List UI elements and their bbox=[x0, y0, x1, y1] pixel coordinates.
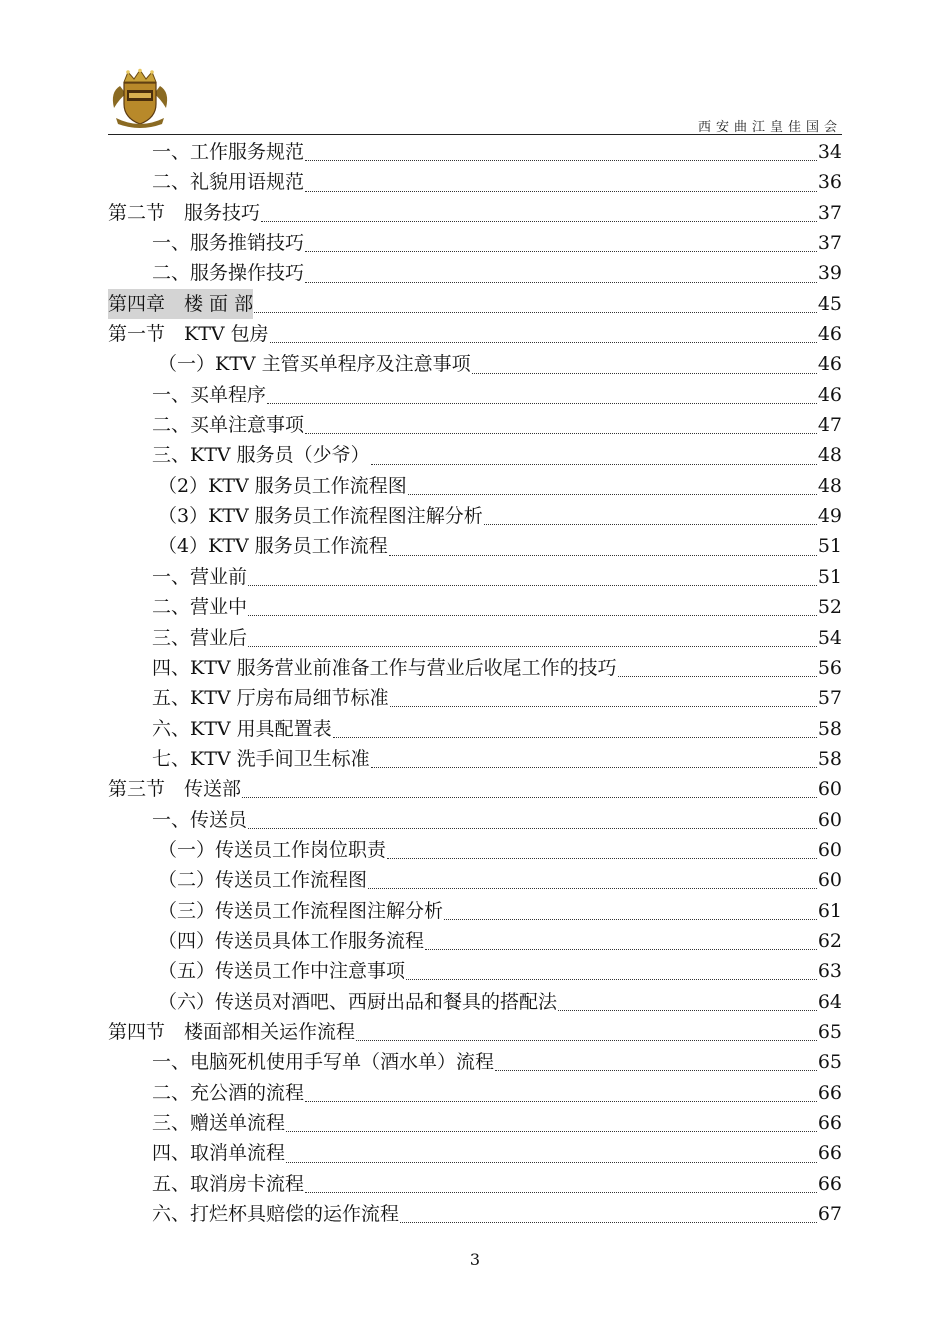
toc-entry-page: 58 bbox=[817, 747, 842, 770]
toc-entry-page: 47 bbox=[817, 414, 842, 437]
toc-entry[interactable] bbox=[108, 349, 842, 379]
toc-entry-page: 46 bbox=[817, 353, 842, 376]
toc-entry[interactable] bbox=[108, 865, 842, 895]
toc-dot-leader bbox=[371, 463, 817, 465]
toc-entry[interactable] bbox=[108, 380, 842, 410]
toc-entry-label: 六、打烂杯具赔偿的运作流程 bbox=[152, 1203, 400, 1226]
toc-entry-label: 四、取消单流程 bbox=[152, 1142, 286, 1165]
toc-entry-page: 48 bbox=[817, 444, 842, 467]
toc-entry-page: 60 bbox=[817, 869, 842, 892]
toc-entry-label: 二、礼貌用语规范 bbox=[152, 171, 305, 194]
toc-dot-leader bbox=[248, 614, 817, 616]
toc-entry-page: 66 bbox=[817, 1112, 842, 1134]
toc-entry-label: （五）传送员工作中注意事项 bbox=[158, 960, 406, 983]
toc-entry-label: 一、营业前 bbox=[152, 565, 248, 588]
toc-entry[interactable] bbox=[108, 471, 842, 501]
toc-entry-label: （二）传送员工作流程图 bbox=[158, 869, 368, 892]
toc-dot-leader bbox=[305, 250, 817, 252]
toc-entry-page: 63 bbox=[817, 960, 842, 983]
toc-dot-leader bbox=[484, 523, 817, 525]
toc-entry[interactable] bbox=[108, 714, 842, 744]
toc-dot-leader bbox=[305, 432, 817, 434]
toc-dot-leader bbox=[305, 281, 817, 283]
header-divider bbox=[108, 134, 842, 135]
crest-logo-icon bbox=[110, 68, 170, 130]
toc-dot-leader bbox=[356, 1039, 817, 1041]
toc-entry-label: 一、工作服务规范 bbox=[152, 141, 305, 163]
toc-entry[interactable] bbox=[108, 137, 842, 167]
toc-entry-page: 65 bbox=[817, 1020, 842, 1043]
toc-dot-leader bbox=[444, 918, 817, 920]
toc-entry-page: 39 bbox=[817, 262, 842, 285]
toc-entry[interactable] bbox=[108, 1138, 842, 1168]
toc-dot-leader bbox=[242, 796, 817, 798]
toc-entry[interactable] bbox=[108, 501, 842, 531]
toc-dot-leader bbox=[472, 372, 817, 374]
toc-dot-leader bbox=[286, 1130, 817, 1132]
toc-entry-label: 三、KTV 服务员（少爷） bbox=[152, 444, 370, 467]
toc-entry-page: 66 bbox=[817, 1172, 842, 1195]
toc-entry-label: 四、KTV 服务营业前准备工作与营业后收尾工作的技巧 bbox=[152, 656, 617, 679]
toc-entry-page: 45 bbox=[817, 292, 842, 315]
toc-entry[interactable] bbox=[108, 440, 842, 470]
toc-dot-leader bbox=[305, 1100, 817, 1102]
toc-dot-leader bbox=[305, 159, 817, 161]
toc-entry-page: 56 bbox=[817, 656, 842, 679]
toc-entry-label: （一）传送员工作岗位职责 bbox=[158, 838, 387, 861]
toc-entry[interactable] bbox=[108, 1047, 842, 1077]
toc-dot-leader bbox=[286, 1161, 817, 1163]
toc-dot-leader bbox=[254, 311, 817, 313]
toc-entry-label: 第四节 楼面部相关运作流程 bbox=[108, 1020, 356, 1043]
toc-entry[interactable] bbox=[108, 592, 842, 622]
toc-dot-leader bbox=[425, 948, 817, 950]
toc-entry-label: 第一节 KTV 包房 bbox=[108, 323, 269, 346]
toc-entry[interactable] bbox=[108, 167, 842, 197]
toc-entry-label: 一、服务推销技巧 bbox=[152, 232, 305, 255]
toc-entry-page: 51 bbox=[817, 535, 842, 558]
toc-entry-label: 三、营业后 bbox=[152, 626, 248, 649]
toc-dot-leader bbox=[267, 402, 817, 404]
toc-entry[interactable] bbox=[108, 1017, 842, 1047]
toc-entry-page: 60 bbox=[817, 778, 842, 801]
toc-dot-leader bbox=[387, 857, 817, 859]
toc-entry[interactable] bbox=[108, 1108, 842, 1138]
toc-entry-label: （六）传送员对酒吧、西厨出品和餐具的搭配法 bbox=[158, 990, 558, 1013]
toc-entry-label: 二、充公酒的流程 bbox=[152, 1081, 305, 1104]
page-number: 3 bbox=[469, 1250, 481, 1269]
toc-entry[interactable] bbox=[108, 774, 842, 804]
toc-dot-leader bbox=[400, 1221, 817, 1223]
toc-entry-label: 二、服务操作技巧 bbox=[152, 262, 305, 285]
toc-dot-leader bbox=[408, 493, 817, 495]
toc-entry[interactable] bbox=[108, 319, 842, 349]
toc-entry-page: 61 bbox=[817, 899, 842, 922]
toc-dot-leader bbox=[270, 341, 817, 343]
toc-dot-leader bbox=[618, 675, 817, 677]
toc-entry-label: 一、电脑死机使用手写单（酒水单）流程 bbox=[152, 1051, 495, 1074]
toc-entry-page: 34 bbox=[817, 141, 842, 163]
toc-dot-leader bbox=[248, 584, 817, 586]
toc-entry[interactable] bbox=[108, 1078, 842, 1108]
toc-dot-leader bbox=[261, 220, 817, 222]
toc-entry-label: 六、KTV 用具配置表 bbox=[152, 717, 332, 740]
toc-entry-label: （三）传送员工作流程图注解分析 bbox=[158, 899, 444, 922]
toc-entry-page: 46 bbox=[817, 383, 842, 406]
toc-entry[interactable] bbox=[108, 896, 842, 926]
toc-dot-leader bbox=[305, 190, 817, 192]
toc-dot-leader bbox=[248, 645, 817, 647]
toc-dot-leader bbox=[389, 554, 817, 556]
toc-entry-page: 66 bbox=[817, 1142, 842, 1165]
toc-entry-page: 37 bbox=[817, 232, 842, 255]
toc-entry[interactable] bbox=[108, 926, 842, 956]
toc-entry[interactable] bbox=[108, 1199, 842, 1229]
toc-entry-page: 51 bbox=[817, 565, 842, 588]
toc-dot-leader bbox=[333, 736, 817, 738]
toc-entry-label: （4）KTV 服务员工作流程 bbox=[158, 535, 388, 558]
toc-entry-page: 66 bbox=[817, 1081, 842, 1104]
toc-entry-label: 七、KTV 洗手间卫生标准 bbox=[152, 747, 370, 770]
toc-entry-label: （一）KTV 主管买单程序及注意事项 bbox=[158, 353, 471, 376]
toc-entry-page: 64 bbox=[817, 990, 842, 1013]
toc-entry[interactable] bbox=[108, 835, 842, 865]
toc-entry[interactable] bbox=[108, 956, 842, 986]
toc-entry-label: 二、买单注意事项 bbox=[152, 414, 305, 437]
toc-entry-page: 52 bbox=[817, 596, 842, 619]
toc-entry[interactable] bbox=[108, 258, 842, 288]
toc-entry[interactable] bbox=[108, 410, 842, 440]
toc-entry-label: 第三节 传送部 bbox=[108, 778, 242, 801]
toc-entry-label: （2）KTV 服务员工作流程图 bbox=[158, 474, 407, 497]
toc-entry-label: （3）KTV 服务员工作流程图注解分析 bbox=[158, 505, 483, 528]
toc-entry-page: 58 bbox=[817, 717, 842, 740]
toc-entry-label: 一、买单程序 bbox=[152, 383, 267, 406]
toc-dot-leader bbox=[495, 1069, 817, 1071]
toc-dot-leader bbox=[406, 978, 817, 980]
toc-entry-page: 49 bbox=[817, 505, 842, 528]
toc-entry-page: 54 bbox=[817, 626, 842, 649]
toc-dot-leader bbox=[371, 766, 817, 768]
toc-dot-leader bbox=[305, 1191, 817, 1193]
toc-entry-page: 60 bbox=[817, 838, 842, 861]
header-title: 西安曲江皇佳国会 bbox=[697, 120, 842, 135]
toc-entry[interactable] bbox=[108, 623, 842, 653]
toc-entry-label: 二、营业中 bbox=[152, 596, 248, 619]
toc-entry-page: 48 bbox=[817, 474, 842, 497]
toc-entry-page: 36 bbox=[817, 171, 842, 194]
toc-entry-label: 一、传送员 bbox=[152, 808, 248, 831]
toc-entry-label: 五、KTV 厅房布局细节标准 bbox=[152, 687, 389, 710]
toc-entry[interactable] bbox=[108, 683, 842, 713]
toc-entry[interactable] bbox=[108, 744, 842, 774]
toc-entry-label: 五、取消房卡流程 bbox=[152, 1172, 305, 1195]
toc-entry-label: （四）传送员具体工作服务流程 bbox=[158, 929, 425, 952]
toc-entry-label: 三、赠送单流程 bbox=[152, 1112, 286, 1134]
toc-entry[interactable] bbox=[108, 987, 842, 1017]
toc-dot-leader bbox=[390, 705, 817, 707]
toc-entry[interactable] bbox=[108, 531, 842, 561]
toc-entry-page: 46 bbox=[817, 323, 842, 346]
toc-entry-page: 67 bbox=[817, 1203, 842, 1226]
toc-dot-leader bbox=[248, 827, 817, 829]
toc-entry-page: 60 bbox=[817, 808, 842, 831]
toc-dot-leader bbox=[368, 887, 817, 889]
toc-entry[interactable] bbox=[108, 198, 842, 228]
toc-entry-page: 37 bbox=[817, 201, 842, 224]
toc-entry[interactable] bbox=[108, 1169, 842, 1199]
toc-entry-page: 62 bbox=[817, 929, 842, 952]
toc-entry-label: 第二节 服务技巧 bbox=[108, 201, 261, 224]
toc-entry-label: 第四章 楼 面 部 bbox=[108, 289, 253, 319]
table-of-contents bbox=[108, 137, 842, 1229]
toc-entry[interactable] bbox=[108, 228, 842, 258]
toc-entry[interactable] bbox=[108, 562, 842, 592]
toc-entry[interactable] bbox=[108, 805, 842, 835]
toc-dot-leader bbox=[558, 1009, 817, 1011]
toc-entry-page: 57 bbox=[817, 687, 842, 710]
toc-entry[interactable] bbox=[108, 289, 842, 319]
toc-entry-page: 65 bbox=[817, 1051, 842, 1074]
toc-entry[interactable] bbox=[108, 653, 842, 683]
